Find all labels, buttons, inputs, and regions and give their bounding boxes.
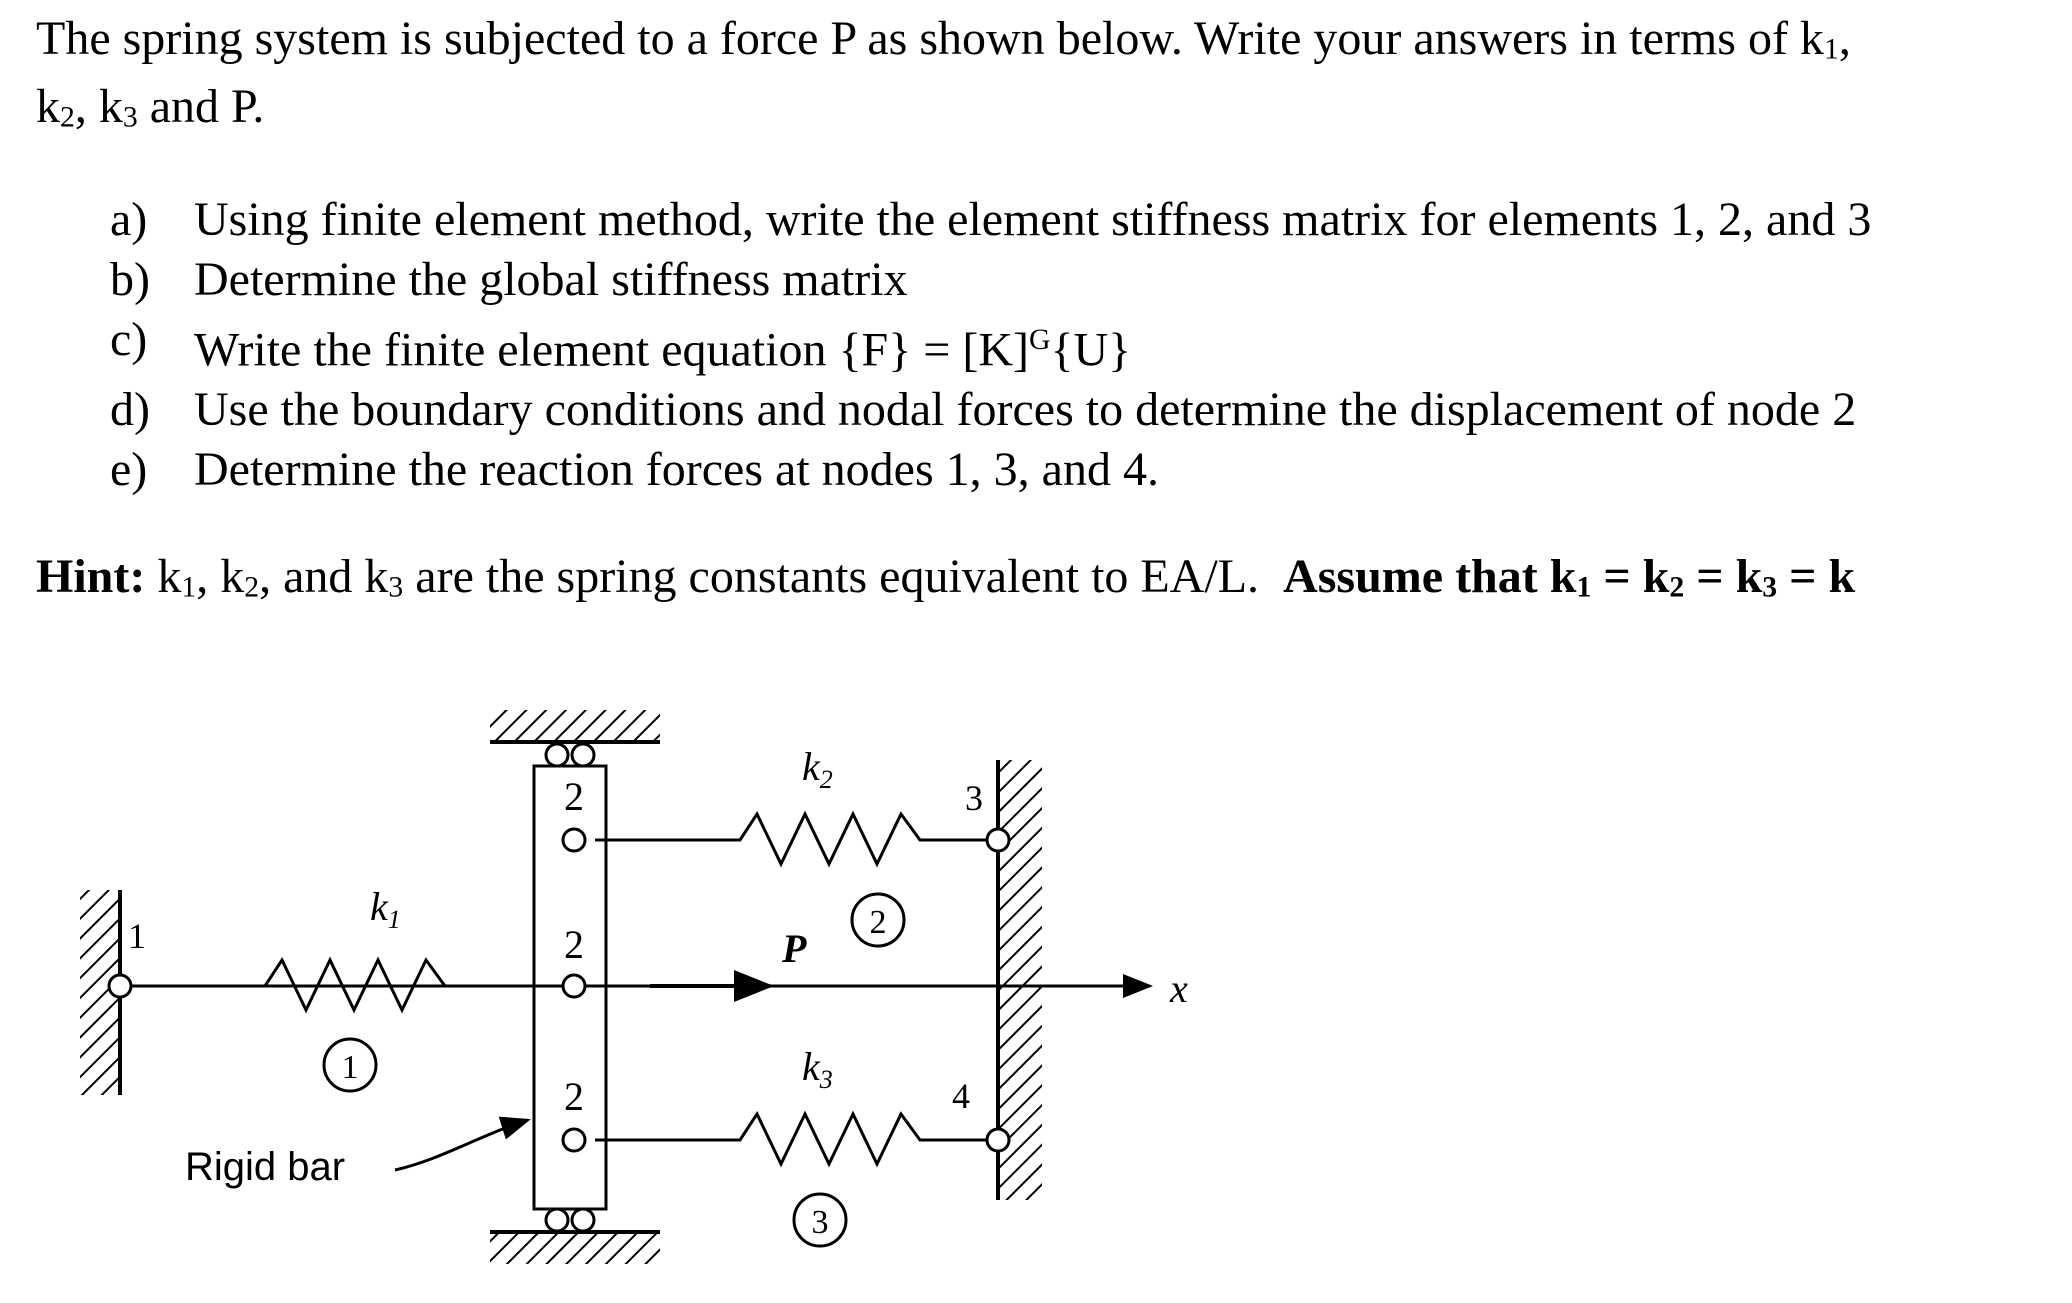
subscript: 3	[1762, 570, 1778, 604]
superscript: G	[1028, 323, 1051, 356]
element-number: 2	[869, 904, 887, 941]
top-ground	[490, 710, 660, 766]
spring-k1-label	[370, 884, 401, 934]
subscript: 1	[181, 570, 197, 604]
question-letter: d)	[110, 383, 150, 437]
k-subscript: 2	[819, 765, 833, 794]
problem-line-2	[36, 78, 2046, 146]
subscript: 3	[388, 570, 404, 604]
assumption-text: Assume that k	[1283, 550, 1577, 603]
equation-text: Write the finite element equation {F} = [K]	[194, 323, 1029, 377]
subscript: 2	[60, 100, 75, 134]
k-letter: k	[370, 884, 388, 929]
assumption-text: = k	[1777, 550, 1856, 603]
subscript: 2	[244, 570, 260, 604]
question-d	[110, 380, 1871, 440]
k-subscript: 3	[819, 1065, 833, 1094]
rigid-bar-leader	[395, 1120, 528, 1170]
question-b	[110, 250, 1871, 310]
node-2-top-label: 2	[564, 774, 584, 819]
problem-line-1	[36, 10, 2046, 78]
node-1	[109, 975, 131, 997]
problem-text: k	[36, 80, 60, 134]
k-subscript: 1	[387, 905, 401, 934]
k-letter: k	[802, 744, 820, 789]
question-letter: b)	[110, 253, 150, 306]
subscript: 2	[1669, 570, 1685, 604]
subscript: 1	[1576, 570, 1592, 604]
rigid-bar-label: Rigid bar	[185, 1145, 346, 1189]
spring-system-diagram	[60, 680, 1260, 1285]
spring-k2	[595, 814, 998, 864]
spring-k3-label	[802, 1044, 833, 1094]
question-letter: e)	[110, 443, 148, 497]
assumption-text: = k	[1684, 550, 1763, 603]
hint-text: are the spring constants equivalent to EA/L.	[403, 550, 1260, 603]
question-letter: c)	[110, 313, 148, 366]
node-4-label: 4	[952, 1076, 970, 1116]
node-2-bot	[563, 1129, 585, 1151]
node-4	[987, 1129, 1009, 1151]
element-3-label	[794, 1194, 846, 1246]
bottom-ground	[490, 1209, 660, 1264]
spring-k3	[595, 1114, 998, 1164]
subscript: 1	[1823, 32, 1839, 66]
question-c	[110, 310, 1871, 380]
subscript: 3	[122, 100, 138, 134]
force-label: P	[782, 926, 807, 971]
element-number: 3	[811, 1204, 829, 1241]
question-text	[194, 310, 1131, 380]
question-text: Determine the reaction forces at nodes 1, 3, and 4.	[194, 443, 1159, 497]
hint-text: , and k	[259, 550, 389, 603]
problem-statement	[36, 10, 2046, 147]
node-2-bot-label: 2	[564, 1074, 584, 1119]
element-2-label	[852, 894, 904, 946]
element-1-label	[324, 1039, 376, 1091]
hint-label: Hint:	[36, 550, 146, 603]
node-1-label: 1	[128, 916, 146, 956]
question-text: Use the boundary conditions and nodal forces to determine the displacement of node 2	[194, 383, 1857, 437]
element-number: 1	[341, 1049, 359, 1086]
problem-text: , k	[74, 80, 123, 134]
spring-k2-label	[802, 744, 833, 794]
hint	[36, 548, 1855, 616]
problem-text: ,	[1838, 12, 1851, 65]
question-e	[110, 440, 1871, 500]
x-axis-label: x	[1170, 966, 1188, 1011]
problem-text: The spring system is subjected to a force P as shown below. Write your answers in terms of k	[36, 12, 1824, 65]
k-letter: k	[802, 1044, 820, 1089]
equation-text: {U}	[1050, 323, 1132, 377]
problem-text: and P.	[137, 80, 265, 134]
question-text: Determine the global stiffness matrix	[194, 253, 908, 306]
question-list	[110, 190, 1871, 500]
assumption-text: = k	[1591, 550, 1670, 603]
node-2-mid	[563, 975, 585, 997]
question-letter: a)	[110, 193, 148, 246]
node-2-top	[563, 829, 585, 851]
hint-text: , k	[196, 550, 245, 603]
question-a	[110, 190, 1871, 250]
node-3	[987, 829, 1009, 851]
node-2-mid-label: 2	[564, 922, 584, 967]
question-text: Using finite element method, write the element stiffness matrix for elements 1, 2, and 3	[194, 193, 1872, 246]
node-3-label: 3	[965, 778, 983, 818]
hint-assumption	[1283, 550, 1855, 603]
hint-text: k	[157, 550, 182, 603]
